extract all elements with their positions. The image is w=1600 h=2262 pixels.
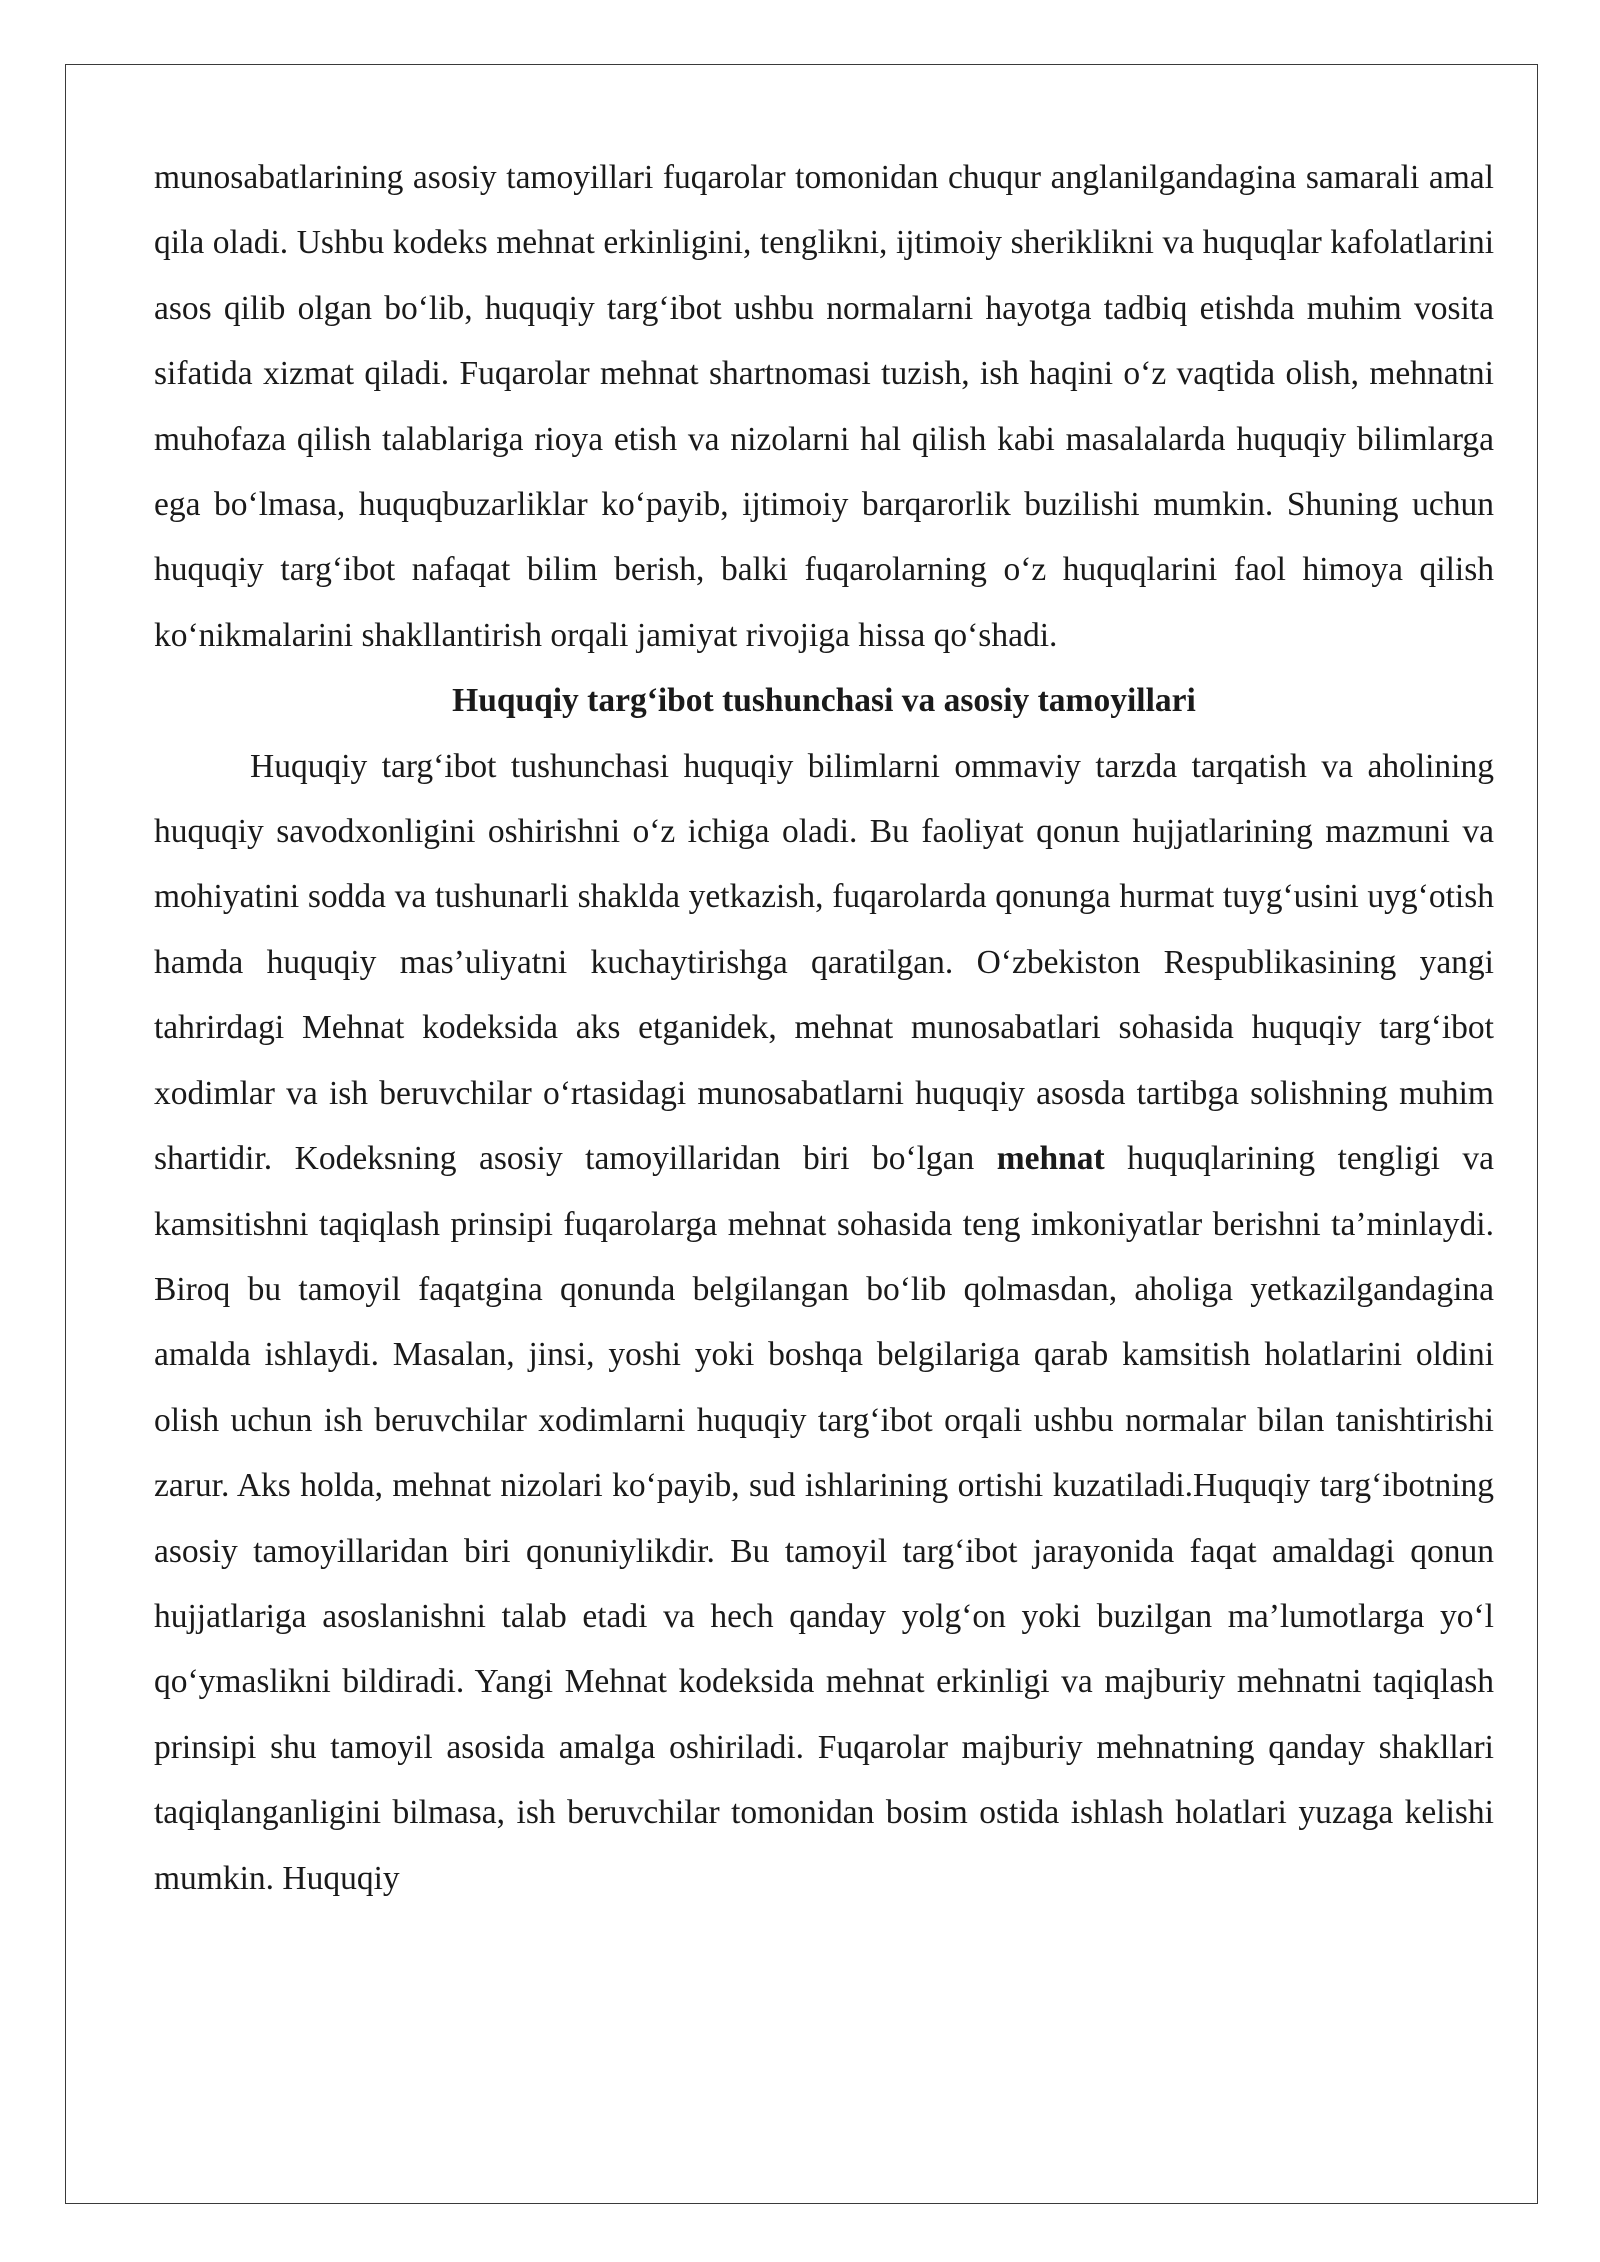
body-paragraph: [154, 734, 1494, 1911]
bold-term: mehnat: [996, 1140, 1105, 1178]
body-text-part1: Huquqiy targ‘ibot tushunchasi huquqiy bilimlarni ommaviy tarzda tarqatish va aholining huquqiy savodxonligini oshirishni o‘z ichiga oladi. Bu faoliyat qonun hujjatlarining mazmuni va mohiyatini sodda va tushunarli shaklda yetkazish, fuqarolarda qonunga hurmat tuyg‘usini uyg‘otish hamda huquqiy mas’uliyatni kuchaytirishga qaratilgan. O‘zbekiston Respublikasining yangi tahrirdagi Mehnat kodeksida aks etganidek, mehnat munosabatlari sohasida huquqiy targ‘ibot xodimlar va ish beruvchilar o‘rtasidagi munosabatlarni huquqiy asosda tartibga solishning muhim shartidir. Kodeksning asosiy tamoyillaridan biri bo‘lgan: [154, 747, 1494, 1178]
document-body: [154, 145, 1494, 1911]
section-heading: Huquqiy targ‘ibot tushunchasi va asosiy tamoyillari: [452, 682, 1196, 720]
body-text-part2: huquqlarining tengligi va kamsitishni taqiqlash prinsipi fuqarolarga mehnat sohasida teng imkoniyatlar berishni ta’minlaydi. Biroq bu tamoyil faqatgina qonunda belgilangan bo‘lib qolmasdan, aholiga yetkazilgandagina amalda ishlaydi. Masalan, jinsi, yoshi yoki boshqa belgilariga qarab kamsitish holatlarini oldini olish uchun ish beruvchilar xodimlarni huquqiy targ‘ibot orqali ushbu normalar bilan tanishtirishi zarur. Aks holda, mehnat nizolari ko‘payib, sud ishlarining ortishi kuzatiladi.Huquqiy targ‘ibotning asosiy tamoyillaridan biri qonuniylikdir. Bu tamoyil targ‘ibot jarayonida faqat amaldagi qonun hujjatlariga asoslanishni talab etadi va hech qanday yolg‘on yoki buzilgan ma’lumotlarga yo‘l qo‘ymaslikni bildiradi. Yangi Mehnat kodeksida mehnat erkinligi va majburiy mehnatni taqiqlash prinsipi shu tamoyil asosida amalga oshiriladi. Fuqarolar majburiy mehnatning qanday shakllari taqiqlanganligini bilmasa, ish beruvchilar tomonidan bosim ostida ishlash holatlari yuzaga kelishi mumkin. Huquqiy: [154, 1140, 1494, 1897]
intro-paragraph: munosabatlarining asosiy tamoyillari fuqarolar tomonidan chuqur anglanilgandagina samarali amal qila oladi. Ushbu kodeks mehnat erkinligini, tenglikni, ijtimoiy sheriklikni va huquqlar kafolatlarini asos qilib olgan bo‘lib, huquqiy targ‘ibot ushbu normalarni hayotga tadbiq etishda muhim vosita sifatida xizmat qiladi. Fuqarolar mehnat shartnomasi tuzish, ish haqini o‘z vaqtida olish, mehnatni muhofaza qilish talablariga rioya etish va nizolarni hal qilish kabi masalalarda huquqiy bilimlarga ega bo‘lmasa, huquqbuzarliklar ko‘payib, ijtimoiy barqarorlik buzilishi mumkin. Shuning uchun huquqiy targ‘ibot nafaqat bilim berish, balki fuqarolarning o‘z huquqlarini faol himoya qilish ko‘nikmalarini shakllantirish orqali jamiyat rivojiga hissa qo‘shadi.: [154, 159, 1494, 654]
